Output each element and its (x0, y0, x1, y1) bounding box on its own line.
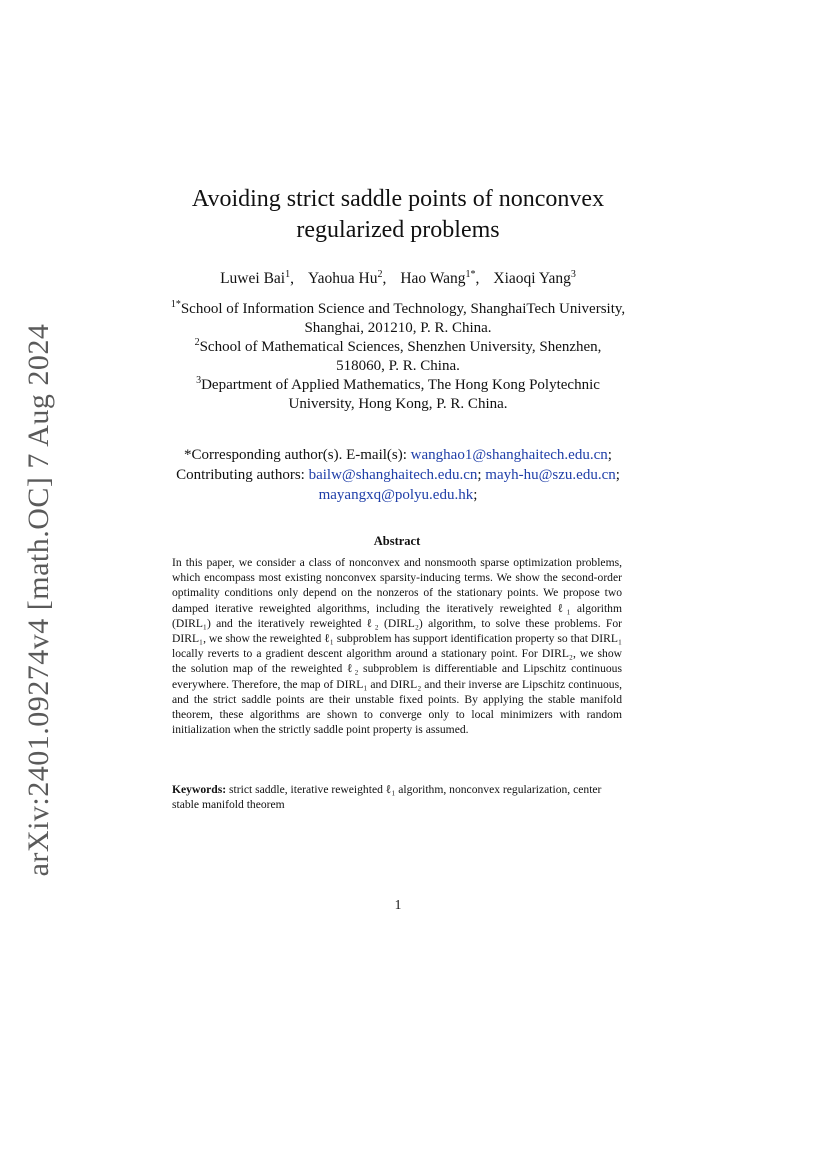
author-name: Xiaoqi Yang (493, 270, 571, 287)
author-name: Luwei Bai (220, 270, 286, 287)
title-line-2: regularized problems (296, 217, 500, 243)
arxiv-id: arXiv:2401.09274v4 [math.OC] 7 Aug 2024 (22, 323, 55, 877)
keywords (172, 782, 622, 812)
affil-text: School of Mathematical Sciences, Shenzhen University, Shenzhen, 518060, P. R. China. (199, 339, 602, 374)
corresponding-email-link[interactable]: wanghao1@shanghaitech.edu.cn (410, 447, 608, 463)
affiliation (170, 376, 626, 414)
contributing-email-link[interactable]: mayh-hu@szu.edu.cn (485, 467, 616, 483)
affil-mark: 1* (170, 299, 181, 310)
page-number: 1 (394, 897, 402, 912)
author-affil-mark: 2 (377, 269, 383, 280)
paper-title (150, 184, 646, 246)
affil-mark: 2 (194, 337, 200, 348)
contact-emails: *Corresponding author(s). E-mail(s): wanghao1@shanghaitech.edu.cn; Contributing authors: bailw@shanghaitech.edu.cn; mayh-hu@szu.edu.cn; mayangxq@polyu.edu.hk; (176, 447, 620, 503)
keywords-label: Keywords: (172, 783, 227, 796)
author-list: Luwei Bai$^1$, Yaohua Hu$^2$, Hao Wang$^{1*}$, Xiaoqi Yang$^3$ (220, 269, 576, 287)
affiliations (170, 300, 626, 414)
contributing-email-link[interactable]: bailw@shanghaitech.edu.cn (308, 467, 478, 483)
affiliation (170, 300, 626, 338)
contributing-label: Contributing authors: (176, 467, 305, 483)
title-line-1: Avoiding strict saddle points of nonconvex (191, 186, 605, 212)
abstract-heading: Abstract (373, 534, 421, 548)
affil-text: Department of Applied Mathematics, The Hong Kong Polytechnic University, Hong Kong, P. R. China. (201, 377, 600, 412)
contributing-email-link[interactable]: mayangxq@polyu.edu.hk (318, 487, 474, 503)
author-name: Yaohua Hu (307, 270, 378, 287)
keywords-text: strict saddle, iterative reweighted ℓ₁ algorithm, nonconvex regularization, center stable manifold theorem (172, 783, 602, 811)
abstract-body: In this paper, we consider a class of nonconvex and nonsmooth sparse optimization problems, which encompass most existing nonconvex sparsity-inducing terms. We show the second-order optimality conditions only depend on the nonzeros of the stationary points. We propose two damped iterative reweighted algorithms, including the iteratively reweighted ℓ₁ algorithm (DIRL₁) and the iteratively reweighted ℓ₂ (DIRL₂) algorithm, to solve these problems. For DIRL₁, we show the reweighted ℓ₁ subproblem has support identification property so that DIRL₁ locally reverts to a gradient descent algorithm around a stationary point. For DIRL₂, we show the solution map of the reweighted ℓ₂ subproblem is differentiable and Lipschitz continuous everywhere. Therefore, the map of DIRL₁ and DIRL₂ and their inverse are Lipschitz continuous, and the strict saddle points are their unstable fixed points. By applying the stable manifold theorem, these algorithms are shown to converge only to local minimizers with random initialization when the strictly saddle point property is assumed. (172, 556, 622, 737)
corresponding-label: *Corresponding author(s). E-mail(s): (184, 447, 407, 463)
affiliation (170, 338, 626, 376)
author-affil-mark: 3 (570, 269, 576, 280)
author-name: Hao Wang (400, 270, 466, 287)
affil-text: School of Information Science and Technology, ShanghaiTech University, Shanghai, 201210, P. R. China. (180, 301, 626, 336)
affil-mark: 3 (196, 375, 202, 386)
author-affil-mark: 1 (285, 269, 291, 280)
arxiv-sidebar-stamp (14, 323, 64, 877)
author-affil-mark: 1* (465, 269, 476, 280)
